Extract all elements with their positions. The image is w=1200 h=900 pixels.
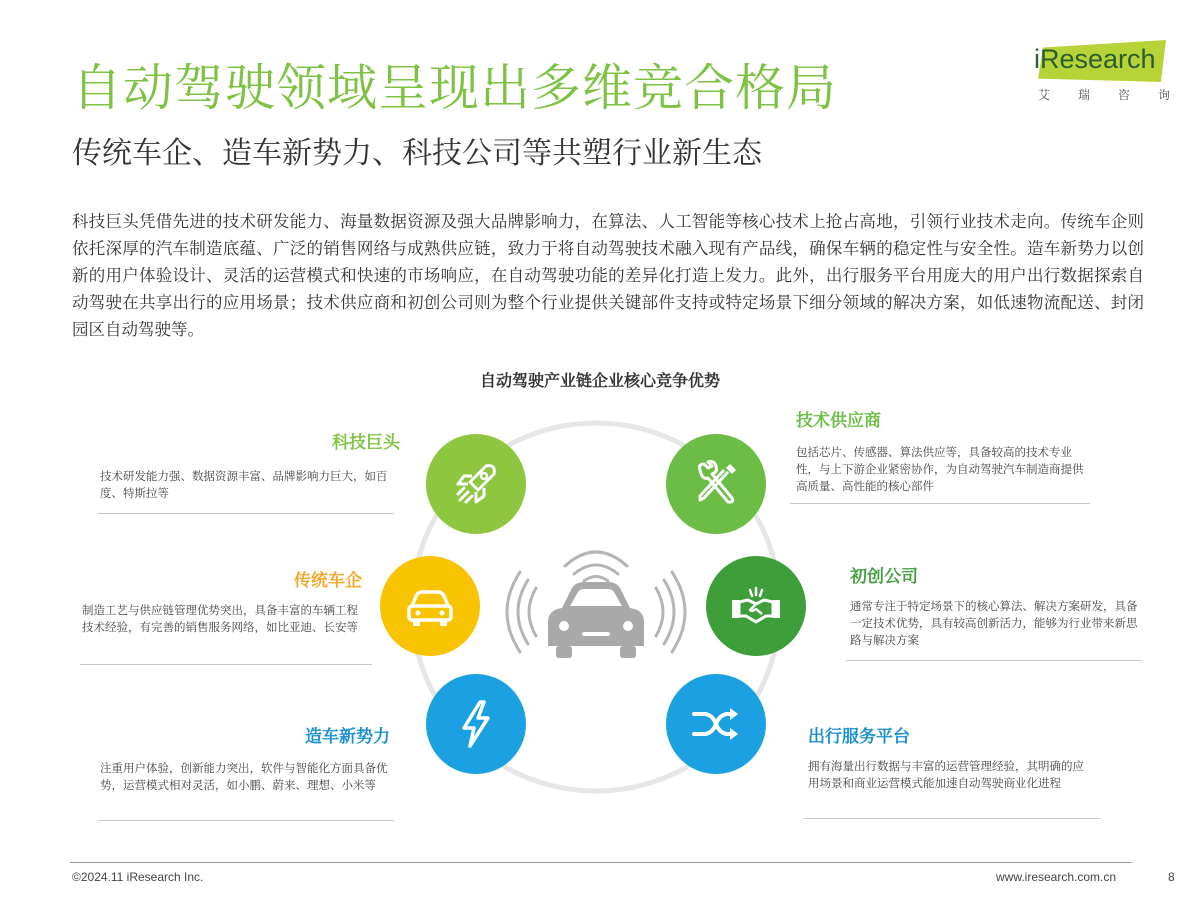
intro-paragraph: 科技巨头凭借先进的技术研发能力、海量数据资源及强大品牌影响力，在算法、人工智能等核心技术上抢占高地，引领行业技术走向。传统车企则依托深厚的汽车制造底蕴、广泛的销售网络与成熟供应链，致力于将自动驾驶技术融入现有产品线，确保车辆的稳定性与安全性。造车新势力以创新的用户体验设计、灵活的运营模式和快速的市场响应，在自动驾驶功能的差异化打造上发力。此外，出行服务平台用庞大的用户出行数据探索自动驾驶在共享出行的应用场景；技术供应商和初创公司则为整个行业提供关键部件支持或特定场景下细分领域的解决方案，如低速物流配送、封闭园区自动驾驶等。 <box>72 212 1144 339</box>
tools-icon <box>686 454 746 514</box>
shuffle-icon <box>686 694 746 754</box>
logo-cn-char: 艾 <box>1038 88 1051 102</box>
category-title-tech-giants: 科技巨头 <box>332 433 400 453</box>
node-mobility-platforms <box>666 674 766 774</box>
diagram-title: 自动驾驶产业链企业核心竞争优势 <box>479 371 720 390</box>
logo-cn-char: 询 <box>1157 88 1170 102</box>
handshake-icon <box>726 576 786 636</box>
category-desc-tech-giants: 技术研发能力强、数据资源丰富、品牌影响力巨大，如百度、特斯拉等 <box>100 469 388 500</box>
node-traditional-oem <box>380 556 480 656</box>
footer-website[interactable]: www.iresearch.com.cn <box>996 870 1117 884</box>
page-subtitle: 传统车企、造车新势力、科技公司等共塑行业新生态 <box>72 136 762 171</box>
node-new-forces <box>426 674 526 774</box>
rocket-icon <box>446 454 506 514</box>
category-divider <box>98 513 394 514</box>
category-desc-new-forces: 注重用户体验，创新能力突出，软件与智能化方面具备优势，运营模式相对灵活，如小鹏、蔚来、理想、小米等 <box>100 761 388 792</box>
footer-divider <box>70 862 1132 863</box>
page-title: 自动驾驶领域呈现出多维竞合格局 <box>72 59 837 117</box>
footer-copyright: ©2024.11 iResearch Inc. <box>72 870 204 884</box>
logo-cn-char: 瑞 <box>1077 88 1090 102</box>
node-tech-giants <box>426 434 526 534</box>
page-number: 8 <box>1168 870 1175 884</box>
category-desc-startups: 通常专注于特定场景下的核心算法、解决方案研发，具备一定技术优势，具有较高创新活力，能够为行业带来新思路与解决方案 <box>850 599 1138 647</box>
category-desc-tech-suppliers: 包括芯片、传感器、算法供应等，具备较高的技术专业性，与上下游企业紧密协作，为自动驾驶汽车制造商提供高质量、高性能的核心部件 <box>796 445 1084 493</box>
category-desc-mobility-platforms: 拥有海量出行数据与丰富的运营管理经验，其明确的应用场景和商业运营模式能加速自动驾驶商业化进程 <box>808 759 1084 790</box>
category-title-new-forces: 造车新势力 <box>305 727 390 747</box>
autonomous-car-icon <box>507 552 685 658</box>
category-title-tech-suppliers: 技术供应商 <box>796 411 881 431</box>
category-divider <box>846 660 1142 661</box>
node-startups <box>706 556 806 656</box>
lightning-icon <box>446 694 506 754</box>
category-title-startups: 初创公司 <box>850 567 918 587</box>
logo-cn-char: 咨 <box>1117 88 1130 102</box>
category-divider <box>98 820 394 821</box>
node-tech-suppliers <box>666 434 766 534</box>
category-divider <box>804 818 1100 819</box>
category-divider <box>790 503 1090 504</box>
category-title-traditional-oem: 传统车企 <box>294 571 362 591</box>
category-desc-traditional-oem: 制造工艺与供应链管理优势突出，具备丰富的车辆工程技术经验，有完善的销售服务网络，如比亚迪、长安等 <box>82 603 358 634</box>
category-title-mobility-platforms: 出行服务平台 <box>808 727 910 747</box>
car-icon <box>400 576 460 636</box>
category-divider <box>80 664 372 665</box>
logo-brand-text: iResearch <box>1034 44 1156 74</box>
